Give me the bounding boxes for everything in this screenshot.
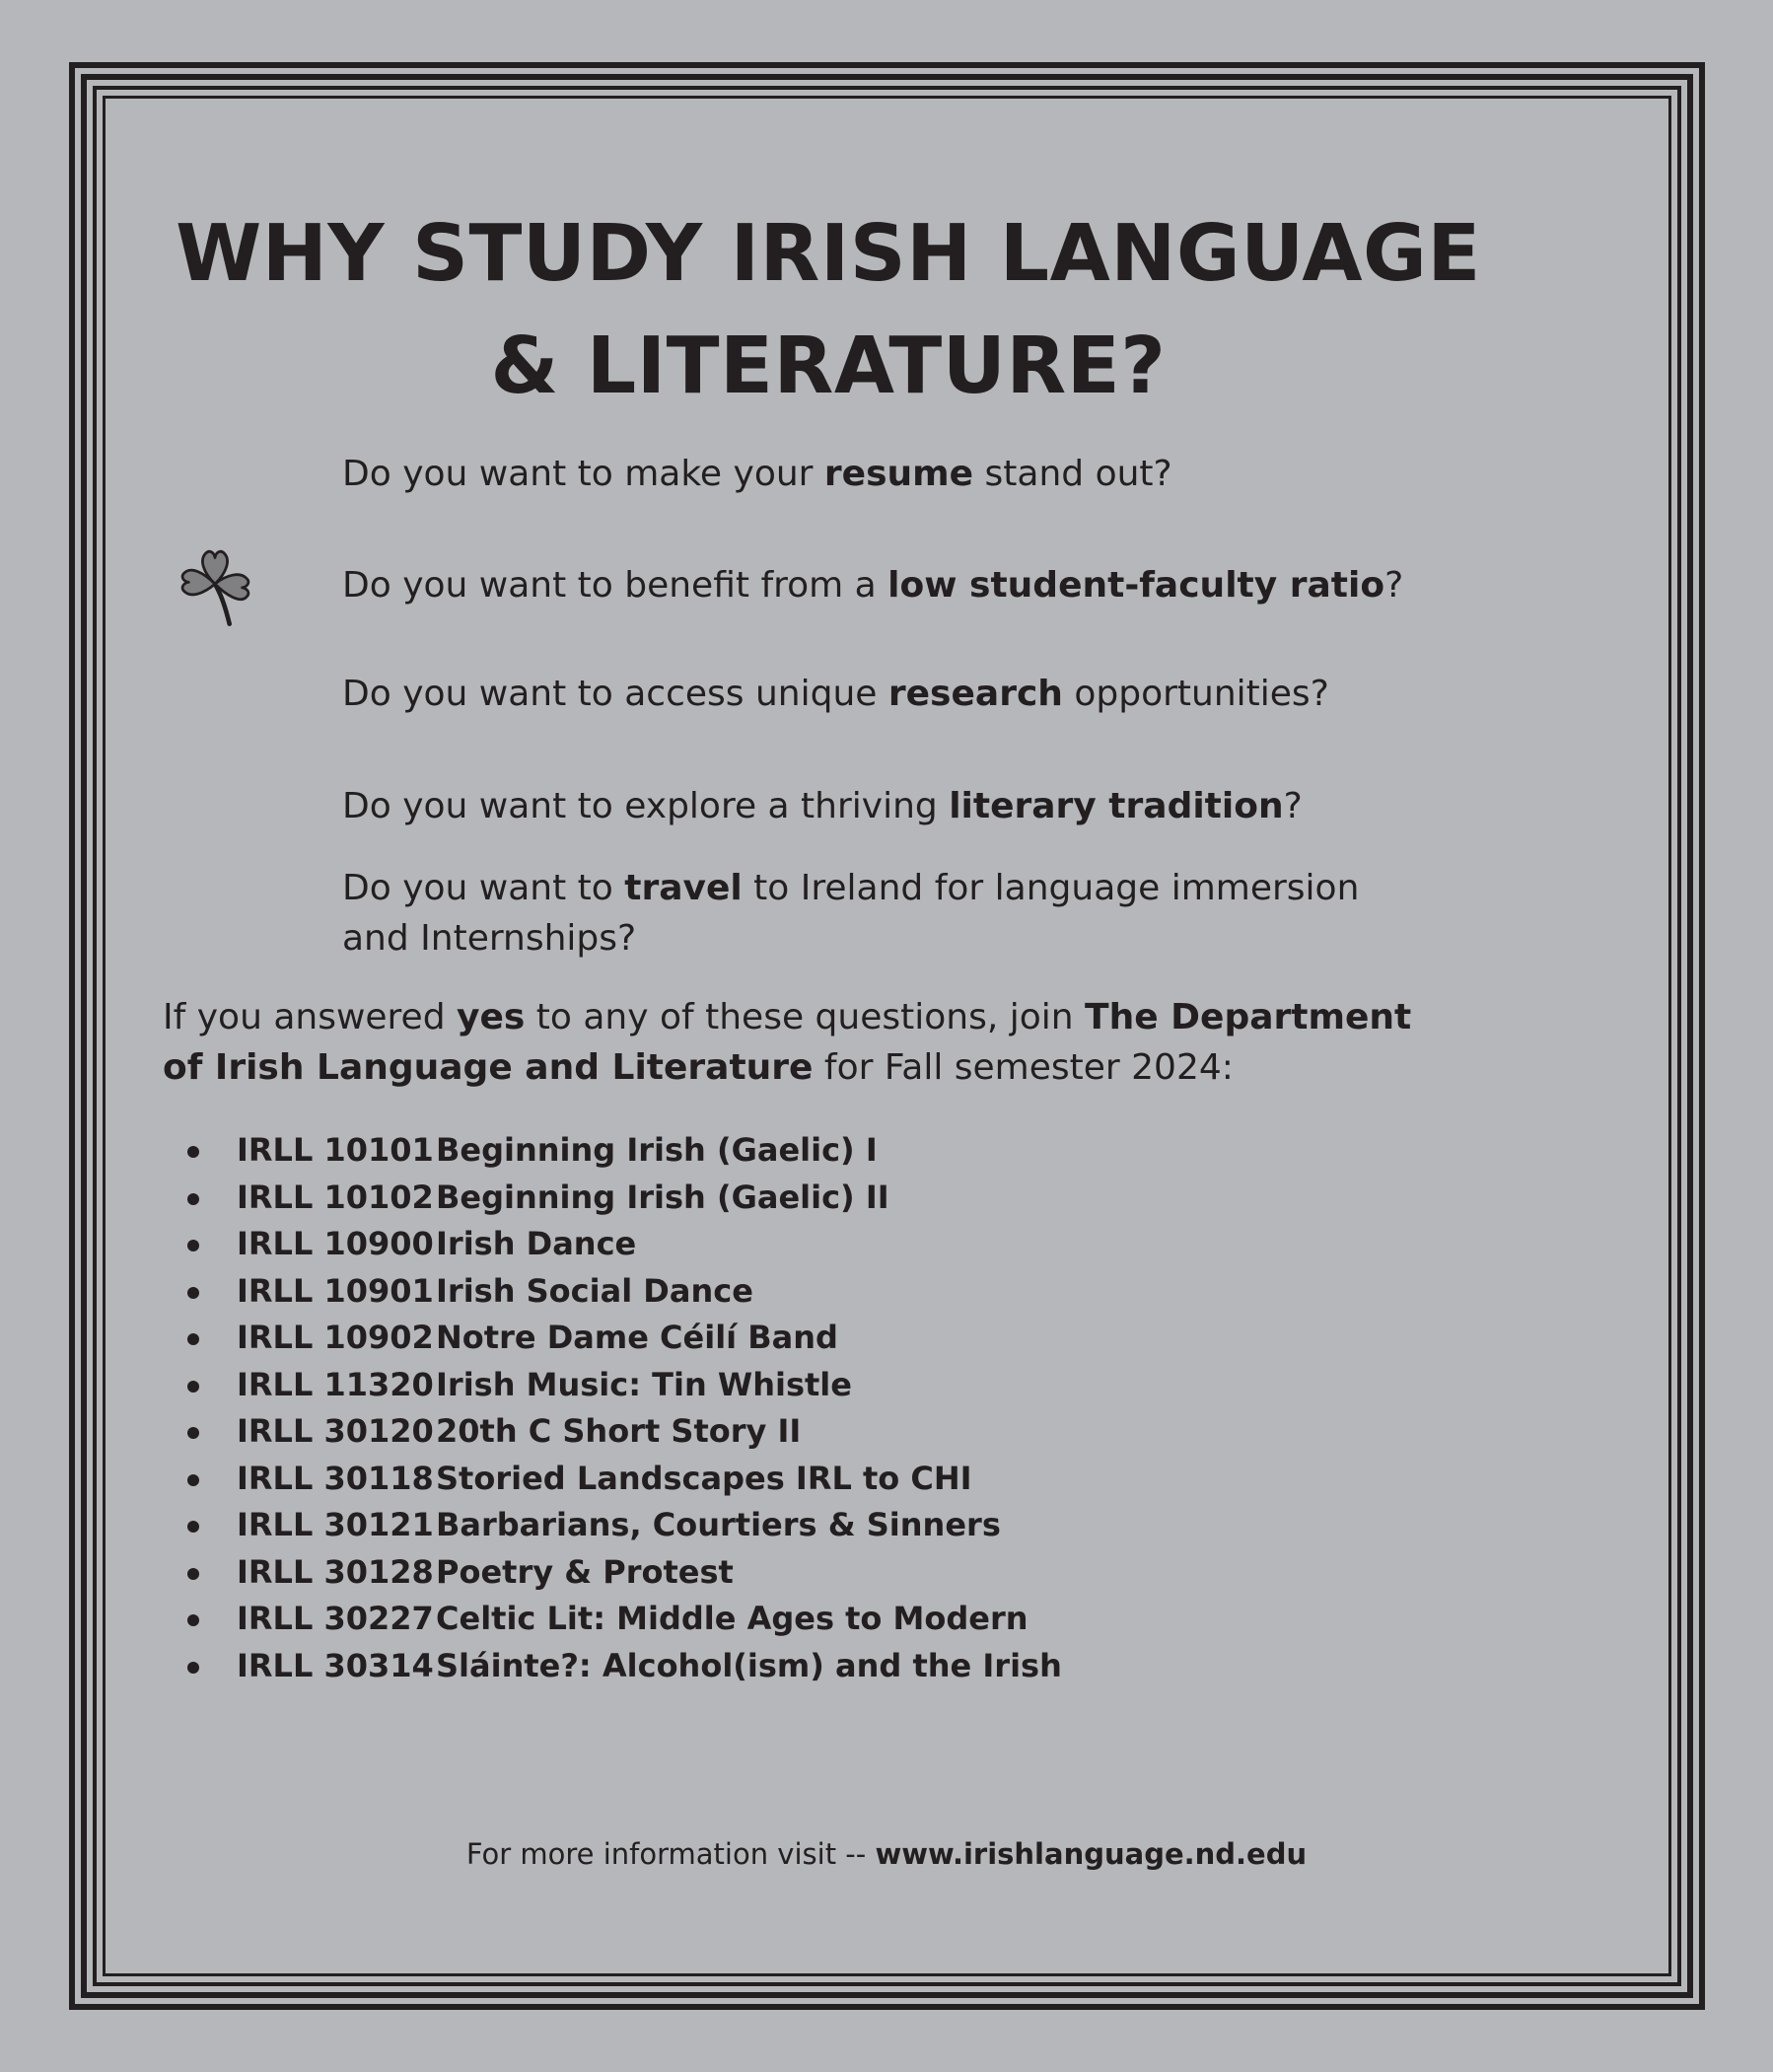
course-title: Beginning Irish (Gaelic) II [436, 1178, 889, 1216]
course-title: Irish Social Dance [436, 1271, 753, 1310]
course-code: IRLL 30121 [237, 1506, 434, 1543]
bullet-icon [187, 1146, 199, 1158]
bullet-icon [187, 1193, 199, 1205]
course-title: Beginning Irish (Gaelic) I [436, 1131, 878, 1169]
bullet-icon [187, 1240, 199, 1251]
course-code: IRLL 10102 [237, 1178, 434, 1216]
course-code: IRLL 10101 [237, 1131, 434, 1169]
call-to-action: If you answered yes to any of these questions, join The Department of Irish Language and Literature for Fall semester 2024: [163, 997, 1412, 1088]
bullet-icon [187, 1662, 199, 1674]
bullet-icon [187, 1568, 199, 1580]
bullet-icon [187, 1381, 199, 1393]
course-title: Irish Dance [436, 1225, 637, 1262]
course-title: Irish Music: Tin Whistle [436, 1365, 852, 1403]
course-title: 20th C Short Story II [436, 1412, 802, 1450]
course-title: Celtic Lit: Middle Ages to Modern [436, 1600, 1028, 1637]
course-code: IRLL 30314 [237, 1646, 434, 1684]
footer-prefix: For more information visit -- [465, 1837, 876, 1871]
course-title: Sláinte?: Alcohol(ism) and the Irish [436, 1646, 1062, 1684]
course-code: IRLL 10900 [237, 1225, 434, 1262]
bullet-icon [187, 1333, 199, 1345]
question-resume: Do you want to make your resume stand out? [342, 454, 1172, 494]
title-line-2: & LITERATURE? [490, 321, 1167, 411]
course-title: Barbarians, Courtiers & Sinners [436, 1506, 1001, 1543]
course-title: Notre Dame Céilí Band [436, 1319, 838, 1356]
course-code: IRLL 30118 [237, 1459, 434, 1497]
course-code: IRLL 30227 [237, 1600, 434, 1637]
shamrock-icon [170, 540, 260, 631]
bullet-icon [187, 1427, 199, 1439]
footer-info [99, 1834, 1674, 1874]
page-title [99, 197, 1558, 422]
title-line-1: WHY STUDY IRISH LANGUAGE [176, 208, 1481, 299]
course-title: Poetry & Protest [436, 1552, 734, 1591]
question-research: Do you want to access unique research opportunities? [342, 674, 1329, 714]
course-code: IRLL 30128 [237, 1552, 434, 1591]
question-travel: Do you want to travel to Ireland for language immersion and Internships? [342, 868, 1360, 959]
question-ratio: Do you want to benefit from a low student-faculty ratio? [342, 565, 1404, 606]
bullet-icon [187, 1614, 199, 1626]
question-literary: Do you want to explore a thriving literary tradition? [342, 786, 1303, 826]
bullet-icon [187, 1287, 199, 1299]
course-title: Storied Landscapes IRL to CHI [436, 1459, 972, 1497]
website-link[interactable]: www.irishlanguage.nd.edu [875, 1837, 1308, 1871]
course-code: IRLL 11320 [237, 1365, 434, 1403]
course-code: IRLL 10902 [237, 1319, 434, 1356]
course-code: IRLL 10901 [237, 1271, 434, 1310]
course-code: IRLL 30120 [237, 1412, 434, 1450]
bullet-icon [187, 1474, 199, 1486]
bullet-icon [187, 1521, 199, 1533]
